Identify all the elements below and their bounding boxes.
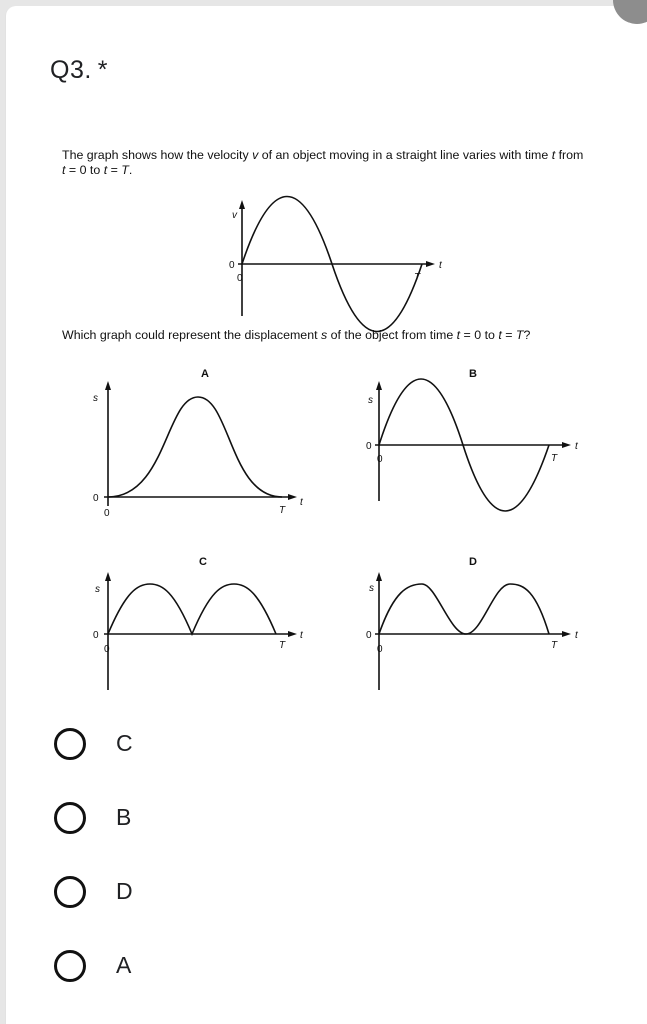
y-axis-arrow-icon — [105, 572, 111, 581]
y-label: s — [368, 395, 373, 406]
prompt-text: of the object from time — [327, 328, 457, 342]
stem-var-v: v — [252, 148, 259, 162]
prompt-var-T: T — [515, 328, 524, 342]
x-axis-arrow-icon — [562, 442, 571, 448]
prompt-var-s: s — [320, 328, 328, 342]
origin-x-label: 0 — [104, 508, 110, 519]
prompt-var-t: t — [498, 328, 502, 342]
prompt-text: = — [501, 328, 516, 342]
stem-text: . — [128, 163, 133, 177]
stem-var-t: t — [62, 163, 66, 177]
origin-x-label: 0 — [377, 454, 383, 465]
x-axis-arrow-icon — [288, 631, 297, 637]
prompt-text: = 0 to — [460, 328, 499, 342]
graph-letter: B — [469, 368, 477, 380]
x-label: t — [575, 441, 578, 452]
question-number: Q3. — [50, 56, 92, 84]
option-label[interactable]: D — [116, 878, 133, 904]
option-c[interactable] — [52, 722, 252, 766]
graph-letter: A — [201, 368, 209, 380]
origin-y-label: 0 — [229, 260, 235, 271]
y-label: v — [232, 210, 237, 221]
origin-x-label: 0 — [104, 644, 110, 655]
prompt-var-t: t — [456, 328, 461, 342]
x-label: t — [300, 497, 303, 508]
displacement-curve — [379, 584, 549, 634]
graph-a — [86, 361, 316, 526]
x-label: t — [575, 630, 578, 641]
corner-avatar — [613, 0, 647, 24]
question-prompt — [62, 328, 647, 342]
origin-y-label: 0 — [366, 441, 372, 452]
origin-y-label: 0 — [366, 630, 372, 641]
y-label: s — [95, 584, 100, 595]
x-label: t — [439, 260, 442, 271]
question-card — [6, 6, 647, 1024]
y-axis-arrow-icon — [376, 381, 382, 390]
end-label: T — [551, 453, 558, 464]
end-label: T — [414, 272, 421, 283]
required-asterisk: * — [97, 56, 109, 84]
x-axis-arrow-icon — [562, 631, 571, 637]
x-axis-arrow-icon — [288, 494, 297, 500]
radio-button[interactable] — [54, 802, 86, 834]
x-label: t — [300, 630, 303, 641]
stem-var-t: t — [551, 148, 556, 162]
origin-y-label: 0 — [93, 493, 99, 504]
question-title — [50, 56, 108, 85]
graph-letter: C — [199, 556, 207, 568]
y-axis-arrow-icon — [105, 381, 111, 390]
stem-text: The graph shows how the velocity — [62, 148, 253, 162]
end-label: T — [279, 505, 286, 516]
origin-x-label: 0 — [377, 644, 383, 655]
option-label[interactable]: C — [116, 730, 133, 756]
option-label[interactable]: B — [116, 804, 132, 830]
radio-button[interactable] — [54, 728, 86, 760]
x-axis-arrow-icon — [426, 261, 435, 267]
question-stem — [62, 148, 647, 178]
option-d[interactable] — [52, 870, 252, 914]
option-b[interactable] — [52, 796, 252, 840]
radio-button[interactable] — [54, 876, 86, 908]
graph-c — [86, 546, 316, 696]
stem-text: = 0 to — [65, 163, 104, 177]
velocity-graph — [228, 196, 448, 326]
stem-text: = — [107, 163, 122, 177]
prompt-text: ? — [523, 328, 531, 342]
graph-b — [364, 361, 594, 526]
radio-button[interactable] — [54, 950, 86, 982]
option-label[interactable]: A — [116, 952, 132, 978]
y-axis-arrow-icon — [239, 200, 245, 209]
prompt-text: Which graph could represent the displacement — [62, 328, 321, 342]
graph-d — [364, 546, 594, 696]
y-label: s — [93, 393, 98, 404]
stem-text: from — [555, 148, 584, 162]
origin-x-label: 0 — [237, 273, 243, 284]
option-a[interactable] — [52, 944, 252, 988]
graph-letter: D — [469, 556, 477, 568]
displacement-curve — [108, 397, 282, 497]
y-axis-arrow-icon — [376, 572, 382, 581]
end-label: T — [279, 640, 286, 651]
end-label: T — [551, 640, 558, 651]
origin-y-label: 0 — [93, 630, 99, 641]
stem-var-t: t — [103, 163, 108, 177]
displacement-curve — [108, 584, 276, 634]
stem-var-T: T — [121, 163, 129, 177]
stem-text: of an object moving in a straight line varies with time — [258, 148, 552, 162]
y-label: s — [369, 583, 374, 594]
